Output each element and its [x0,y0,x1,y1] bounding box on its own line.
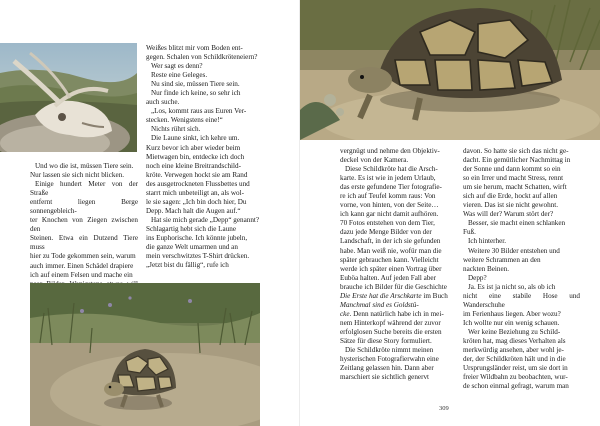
text-line: ich kann gar nicht damit aufhören. [340,210,439,219]
text-line: Depp. Mach halt die Augen auf.“ [146,206,241,215]
right-page [300,0,600,426]
text-line: weitere Schrammen an den [463,255,541,264]
text-line: nicht eine stabile Hose und Wanderschuhe [463,291,580,309]
tortoise-grass-photo [30,283,260,426]
text-line: Mietwagen bin, entdecke ich doch [146,152,245,161]
text-line: Hat sie mich gerade „Depp“ genannt? [151,215,260,224]
text-line: Die Schildkröte nimmt meinen [345,346,434,355]
text-line: Ich hinterher. [468,237,507,246]
text-line: Sätze für diese Story formuliert. [340,336,432,345]
text-line: Ich wollte nur ein wenig schauen. [463,318,560,327]
text-line [340,292,455,301]
text-line: re ich auf Teufel komm raus: Von [340,192,436,201]
text-line: der Sonne und dann kommt so ein [463,165,561,174]
text-line [340,310,455,319]
text-line: Nichts rührt sich. [151,125,201,134]
text-line: Euböa halten. Auf jeden Fall aber [340,273,436,282]
text-line: des ausgetrockneten Flussbettes und [146,179,250,188]
text-line: brauche ich Bilder für die Geschichte [340,282,447,291]
text-line: de schon einmal gefragt, warum man [463,382,569,391]
text-line: vorne, von hinten, von der Seite… [340,201,439,210]
text-fragment: . Denn natürlich habe ich in mei- [349,309,444,318]
text-line: mein verschwitztes T-Shirt drücken. [146,252,250,261]
text-line: Kurz bevor ich aber wieder beim [146,143,241,152]
text-line: das erste gefundene Tier fotografie- [340,183,442,192]
text-line: Reste eine Geleges. [151,71,208,80]
text-line: Depp? [468,273,487,282]
text-line: hier zu Tode gekommen sein, warum [30,252,136,261]
text-line: vieren. Das ist sie nicht gewohnt. [463,201,558,210]
text-line: Wer keine Beziehung zu Schild- [468,327,561,336]
text-line: Zeitlang gelassen hin. Dann aber [340,364,434,373]
text-line: gegen. Schalen von Schildkröteneiern? [146,53,258,62]
text-line: vergnügt und nehme den Objektiv- [340,147,440,155]
text-line: die ganze Welt umarmen und an [146,243,238,252]
text-line: Nur finde ich keine, so sehr ich [151,89,241,98]
text-line: Was will der? Warum stört der? [463,210,554,219]
text-line: später gebrauchen kann. Vielleicht [340,255,439,264]
text-line: Schlagartig hebt sich die Laune [146,224,237,233]
text-fragment: im Buch [421,291,448,300]
text-line: Fuß. [463,228,476,237]
text-line: entfernt liegen Berge sonnengebleich- [30,198,138,216]
text-line: Nu sind sie, müssen Tiere sein. [151,80,240,89]
book-title-1: Die Erste hat die Arschkarte [340,291,422,300]
text-line: um sie herum, macht Schatten, wirft [463,183,567,192]
text-line: Nur lassen sie sich nicht blicken. [30,171,124,180]
text-line: Ursprungsländer reist, um sie dort in [463,364,568,373]
text-line: merkwürdig ansehen, aber wohl je- [463,346,564,355]
text-line: ter Knochen von Ziegen zwischen den [30,216,138,234]
text-line: noch eine kleine Breitrandschild- [146,161,241,170]
text-line: im Ferienhaus liegen. Aber wozu? [463,309,561,318]
text-line: Weitere 30 Bilder entstehen und [468,246,560,255]
text-line: „Los, kommt raus aus Euren Ver- [151,107,247,116]
text-line: marschiert sie sichtlich genervt [340,373,430,382]
text-line: Und wo die ist, müssen Tiere sein. [35,162,134,170]
text-line: sich auf die Erde, hockt auf allen [463,192,558,201]
left-page-top-column [146,44,264,270]
text-line: kröten hat, mag dieses Verhalten als [463,336,566,345]
text-line: deckel von der Kamera. [340,156,409,165]
text-line: le sie sagen: „Ich bin doch hier, Du [146,197,247,206]
text-line: Besser, sie macht einen schlanken [468,219,566,228]
text-line: Wer sagt es denn? [151,62,203,71]
right-page-left-column [340,147,455,382]
text-line: dacht. Ein gemütlicher Nachmittag in [463,156,571,165]
text-line: habe. Man weiß nie, wofür man die [340,246,442,255]
right-page-right-column [463,147,580,391]
text-line: erfolglosen Suche bereits die ersten [340,327,442,336]
text-line: karte. Es ist wie in jedem Urlaub, [340,174,436,183]
text-line: dazu jede Menge Bilder von der [340,228,432,237]
text-line: Weißes blitzt mir vom Boden ent- [146,44,243,52]
text-line: Landschaft, in der ich sie gefunden [340,237,441,246]
text-line: werde ich später einen Vortrag über [340,264,442,273]
book-title-2-end: cke [340,309,350,318]
text-line: der, der Schildkröten hält und in die [463,355,566,364]
text-line: 70 Fotos entstehen von dem Tier, [340,219,435,228]
text-line: auch suche. [146,98,180,107]
text-line [340,301,455,310]
text-line: nackten Beinen. [463,264,509,273]
text-line: davon. So hatte sie sich das nicht ge- [463,147,569,155]
text-line: nem Hinterkopf während der zuvor [340,318,441,327]
goat-skull-photo [0,43,137,152]
text-line: kröte. Verwegen hockt sie am Rand [146,170,248,179]
text-line: so ein Irrer und macht Stress, rennt [463,174,564,183]
tortoise-closeup-photo [300,0,600,140]
text-line: starrt mich unbeteiligt an, als wol- [146,188,244,197]
book-title-2: Manchmal sind es Goldstü- [340,300,419,309]
text-line: stecken. Wenigstens eine!“ [146,116,223,125]
text-line: hysterischen Fotografierwahn eine [340,355,439,364]
text-line: Die Laune sinkt, ich kehre um. [151,134,240,143]
text-line: freier Wildbahn zu beobachten, wur- [463,373,568,382]
text-line: Diese Schildkröte hat die Arsch- [345,165,438,174]
text-line: Einige hundert Meter von der Straße [30,180,138,198]
text-line: Steinen. Etwa ein Dutzend Tiere muss [30,234,138,252]
text-line: ich auf einem Felsen und mache ein [30,270,133,279]
text-line: auch immer. Einen Schädel drapiere [30,261,134,270]
text-line: ins Euphorische. Ich könnte jubeln, [146,233,248,242]
text-line: Ja. Es ist ja nicht so, als ob ich [468,282,556,291]
text-line: „Jetzt bist du fällig“, rufe ich [146,261,229,270]
page-number: 309 [439,405,449,412]
